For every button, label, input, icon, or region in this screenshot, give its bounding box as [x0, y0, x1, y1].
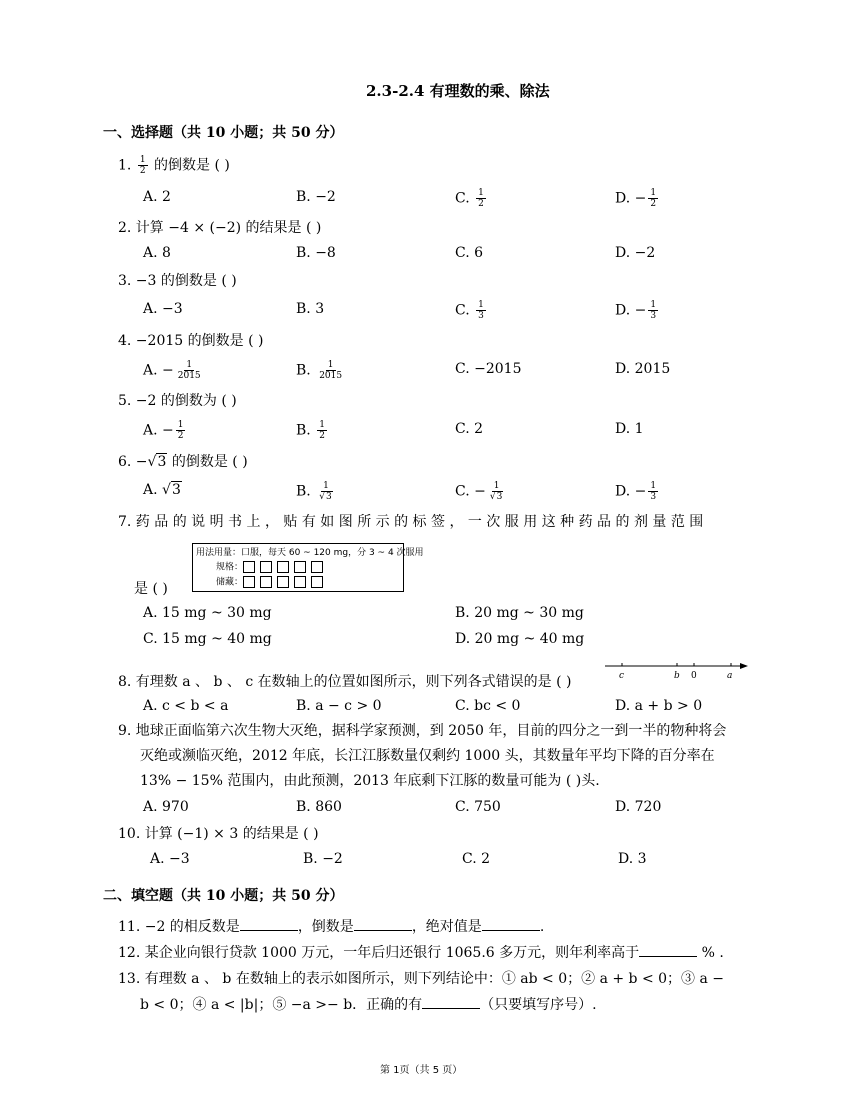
- q3-option-a[interactable]: A. −3: [143, 301, 183, 317]
- q9-option-d[interactable]: D. 720: [615, 799, 662, 815]
- q8-option-a[interactable]: A. c < b < a: [143, 698, 229, 714]
- section-heading-fill-in: 二、填空题（共 10 小题；共 50 分）: [103, 888, 344, 904]
- page-title: 2.3-2.4 有理数的乘、除法: [366, 82, 550, 100]
- q8-option-d[interactable]: D. a + b > 0: [615, 698, 703, 714]
- answer-blank[interactable]: [240, 918, 298, 931]
- q4-option-a[interactable]: A. − $\frac{1}{2015}$: [143, 360, 201, 381]
- q6-option-c[interactable]: C. − $\frac{1}{√3}$: [455, 481, 503, 502]
- axis-label-zero: 0: [691, 671, 697, 681]
- q10-option-c[interactable]: C. 2: [462, 851, 491, 867]
- q6-option-b[interactable]: B. $\frac{1}{√3}$: [296, 481, 332, 502]
- q8-option-c[interactable]: C. bc < 0: [455, 698, 521, 714]
- question-9-line-2: 灭绝或濒临灭绝，2012 年底，长江江豚数量仅剩约 1000 头，其数量年平均下降的百分率在: [140, 748, 715, 764]
- q5-option-b[interactable]: B. $\frac{1}{2}$: [296, 420, 325, 441]
- q9-option-a[interactable]: A. 970: [143, 799, 189, 815]
- question-7-stem-end: 是 ( ): [134, 581, 168, 597]
- question-4-stem: 4. −2015 的倒数是 ( ): [118, 333, 264, 349]
- question-3-stem: 3. −3 的倒数是 ( ): [118, 273, 237, 289]
- q4-option-d[interactable]: D. 2015: [615, 361, 671, 377]
- question-8-stem: 8. 有理数 a 、 b 、 c 在数轴上的位置如图所示，则下列各式错误的是 ( ): [118, 674, 572, 690]
- question-12: 12. 某企业向银行贷款 1000 万元，一年后归还银行 1065.6 多万元，则年利率高于 % .: [118, 945, 724, 961]
- q2-option-a[interactable]: A. 8: [143, 245, 171, 261]
- answer-blank[interactable]: [482, 918, 540, 931]
- q1-option-b[interactable]: B. −2: [296, 189, 336, 205]
- q3-option-d[interactable]: D. − $\frac{1}{3}$: [615, 300, 657, 321]
- q1-option-a[interactable]: A. 2: [143, 189, 171, 205]
- q1-option-d[interactable]: D. − $\frac{1}{2}$: [615, 188, 657, 209]
- q6-option-a[interactable]: A. √3: [143, 482, 181, 498]
- q5-option-a[interactable]: A. − $\frac{1}{2}$: [143, 420, 184, 441]
- q4-option-c[interactable]: C. −2015: [455, 361, 522, 377]
- q9-option-c[interactable]: C. 750: [455, 799, 501, 815]
- q10-option-b[interactable]: B. −2: [303, 851, 343, 867]
- q7-option-a[interactable]: A. 15 mg ~ 30 mg: [143, 605, 272, 621]
- q2-option-d[interactable]: D. −2: [615, 245, 656, 261]
- q10-option-a[interactable]: A. −3: [150, 851, 190, 867]
- q2-option-b[interactable]: B. −8: [296, 245, 336, 261]
- question-7-stem: 7. 药 品 的 说 明 书 上 ， 贴 有 如 图 所 示 的 标 签 ， 一 次 服 用 这 种 药 品 的 剂 量 范 围: [118, 514, 704, 530]
- q7-option-c[interactable]: C. 15 mg ~ 40 mg: [143, 631, 272, 647]
- q4-option-b[interactable]: B. $\frac{1}{2015}$: [296, 360, 343, 381]
- question-13-line-1: 13. 有理数 a 、 b 在数轴上的表示如图所示，则下列结论中：① ab < 0；② a + b < 0；③ a −: [118, 971, 725, 987]
- q6-option-d[interactable]: D. − $\frac{1}{3}$: [615, 481, 657, 502]
- question-11: 11. −2 的相反数是 ，倒数是 ，绝对值是 .: [118, 919, 545, 935]
- axis-label-b: b: [674, 671, 680, 681]
- q8-option-b[interactable]: B. a − c > 0: [296, 698, 382, 714]
- q1-option-c[interactable]: C. $\frac{1}{2}$: [455, 188, 484, 209]
- fraction: $\frac{1}{2}$: [139, 155, 146, 176]
- question-13-line-2: b < 0；④ a < |b|；⑤ −a >− b．正确的有 （只要填写序号）.: [140, 997, 597, 1013]
- question-1-stem: 1. $\frac{1}{2}$ 的倒数是 ( ): [118, 155, 230, 176]
- answer-blank[interactable]: [422, 996, 480, 1009]
- label-storage-row: 储藏：: [216, 576, 328, 589]
- q7-option-d[interactable]: D. 20 mg ~ 40 mg: [455, 631, 585, 647]
- section-heading-multiple-choice: 一、选择题（共 10 小题；共 50 分）: [103, 125, 344, 141]
- q3-option-b[interactable]: B. 3: [296, 301, 325, 317]
- axis-label-a: a: [727, 671, 733, 681]
- question-5-stem: 5. −2 的倒数为 ( ): [118, 393, 237, 409]
- q3-option-c[interactable]: C. $\frac{1}{3}$: [455, 300, 484, 321]
- question-6-stem: 6. −√3 的倒数是 ( ): [118, 454, 248, 470]
- question-9-line-1: 9. 地球正面临第六次生物大灭绝，据科学家预测，到 2050 年，目前的四分之一到一半的物种将会: [118, 723, 727, 739]
- question-9-line-3: 13% − 15% 范围内，由此预测，2013 年底剩下江豚的数量可能为 ( )头.: [140, 773, 600, 789]
- number-line-figure: [600, 658, 750, 682]
- label-dosage-line: 用法用量：口服，每天 60 ~ 120 mg，分 3 ~ 4 次服用: [196, 548, 424, 558]
- label-spec-row: 规格：: [216, 561, 328, 574]
- question-2-stem: 2. 计算 −4 × (−2) 的结果是 ( ): [118, 220, 322, 236]
- answer-blank[interactable]: [354, 918, 412, 931]
- q2-option-c[interactable]: C. 6: [455, 245, 484, 261]
- q5-option-d[interactable]: D. 1: [615, 421, 644, 437]
- medicine-label-figure: [192, 543, 424, 592]
- q7-option-b[interactable]: B. 20 mg ~ 30 mg: [455, 605, 584, 621]
- question-10-stem: 10. 计算 (−1) × 3 的结果是 ( ): [118, 826, 319, 842]
- axis-label-c: c: [619, 671, 625, 681]
- q9-option-b[interactable]: B. 860: [296, 799, 342, 815]
- answer-blank[interactable]: [639, 944, 697, 957]
- q5-option-c[interactable]: C. 2: [455, 421, 484, 437]
- page-footer: 第 1页（共 5 页）: [380, 1065, 463, 1076]
- q10-option-d[interactable]: D. 3: [618, 851, 647, 867]
